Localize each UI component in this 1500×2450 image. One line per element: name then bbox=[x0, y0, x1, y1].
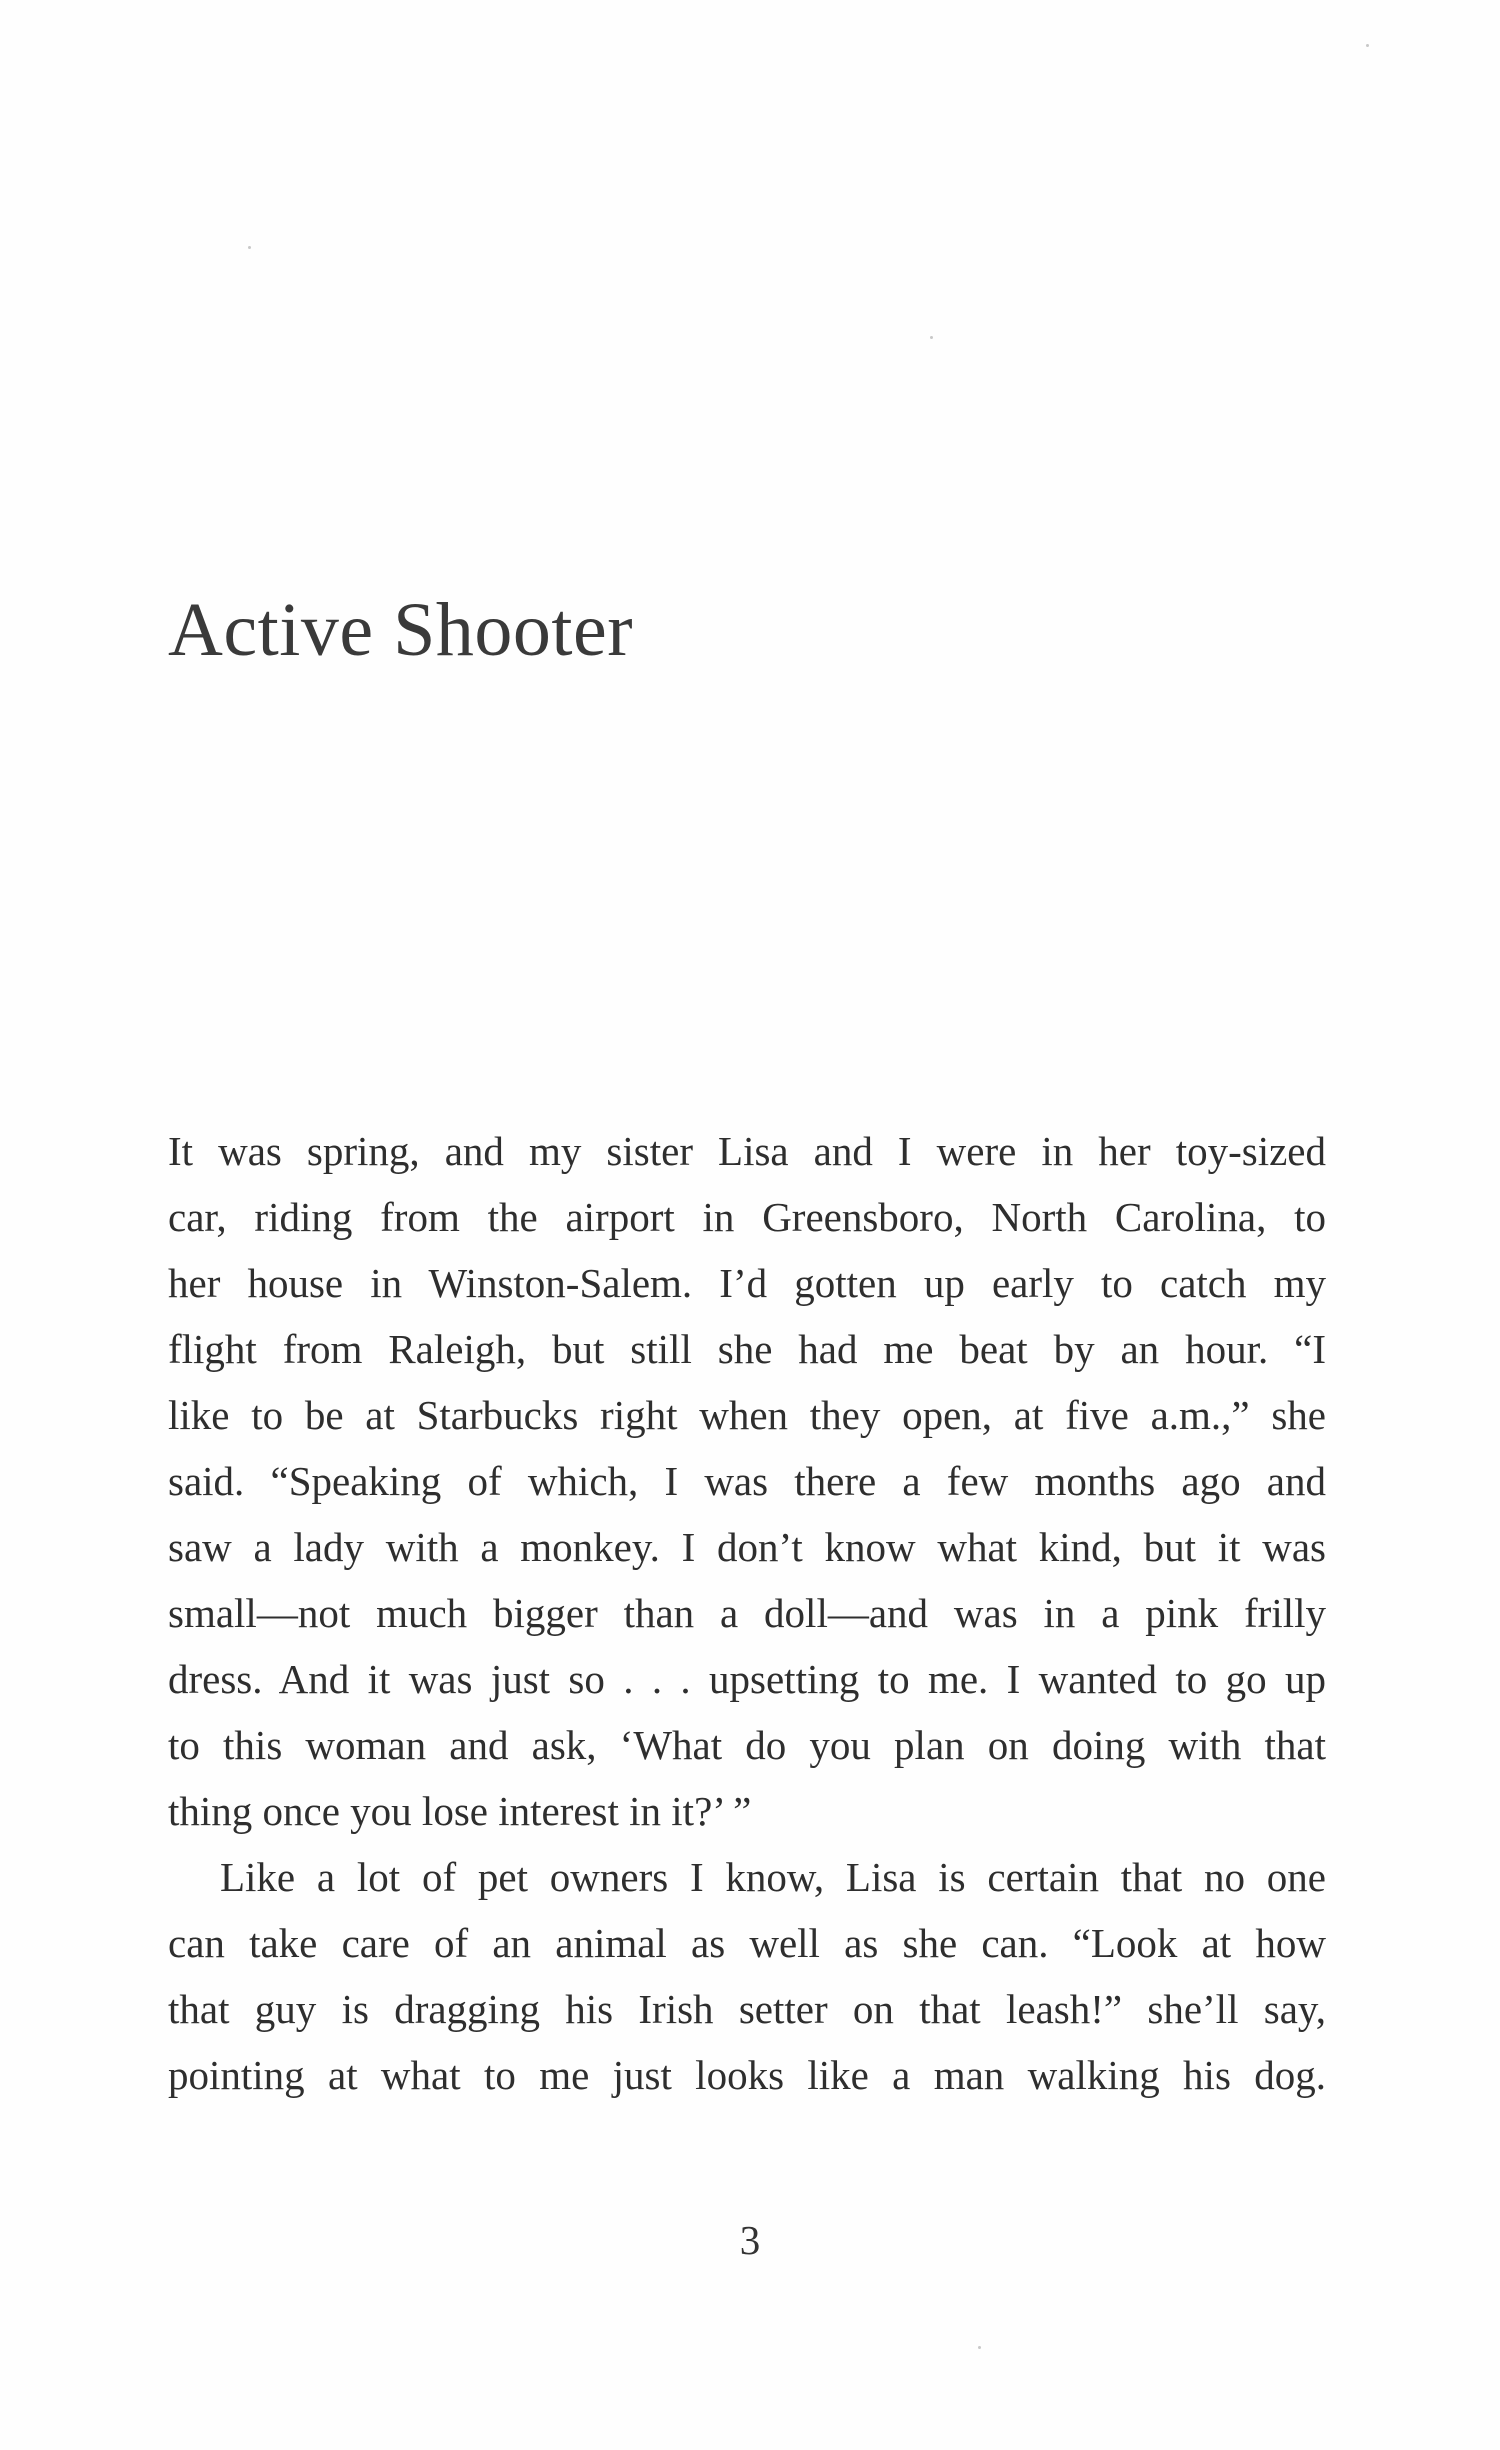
text-line: to this woman and ask, ‘What do you plan on doing with that bbox=[168, 1722, 1326, 1768]
text-line: dress. And it was just so . . . upsetting to me. I wanted to go up bbox=[168, 1656, 1326, 1702]
text-line: car, riding from the airport in Greensboro, North Carolina, to bbox=[168, 1194, 1326, 1240]
text-line: saw a lady with a monkey. I don’t know what kind, but it was bbox=[168, 1524, 1326, 1570]
paragraph-1 bbox=[168, 1118, 1326, 1844]
text-line: pointing at what to me just looks like a man walking his dog. bbox=[168, 2052, 1326, 2098]
text-line: her house in Winston-Salem. I’d gotten up early to catch my bbox=[168, 1260, 1326, 1306]
paragraph-2 bbox=[168, 1844, 1326, 2108]
scan-speck bbox=[1366, 44, 1369, 47]
page-number: 3 bbox=[739, 2217, 761, 2263]
scan-speck bbox=[248, 246, 251, 249]
scan-speck bbox=[930, 336, 933, 339]
text-line: It was spring, and my sister Lisa and I were in her toy-sized bbox=[168, 1128, 1326, 1174]
scan-speck bbox=[978, 2346, 981, 2349]
text-line: can take care of an animal as well as she can. “Look at how bbox=[168, 1920, 1326, 1966]
chapter-body bbox=[168, 1118, 1326, 2108]
text-line: thing once you lose interest in it?’ ” bbox=[168, 1788, 752, 1834]
text-line: like to be at Starbucks right when they open, at five a.m.,” she bbox=[168, 1392, 1326, 1438]
text-line: flight from Raleigh, but still she had me beat by an hour. “I bbox=[168, 1326, 1326, 1372]
text-line: said. “Speaking of which, I was there a few months ago and bbox=[168, 1458, 1326, 1504]
text-line: Like a lot of pet owners I know, Lisa is certain that no one bbox=[220, 1854, 1326, 1900]
text-line: small—not much bigger than a doll—and was in a pink frilly bbox=[168, 1590, 1326, 1636]
text-line: that guy is dragging his Irish setter on that leash!” she’ll say, bbox=[168, 1986, 1326, 2032]
chapter-title: Active Shooter bbox=[168, 588, 634, 672]
